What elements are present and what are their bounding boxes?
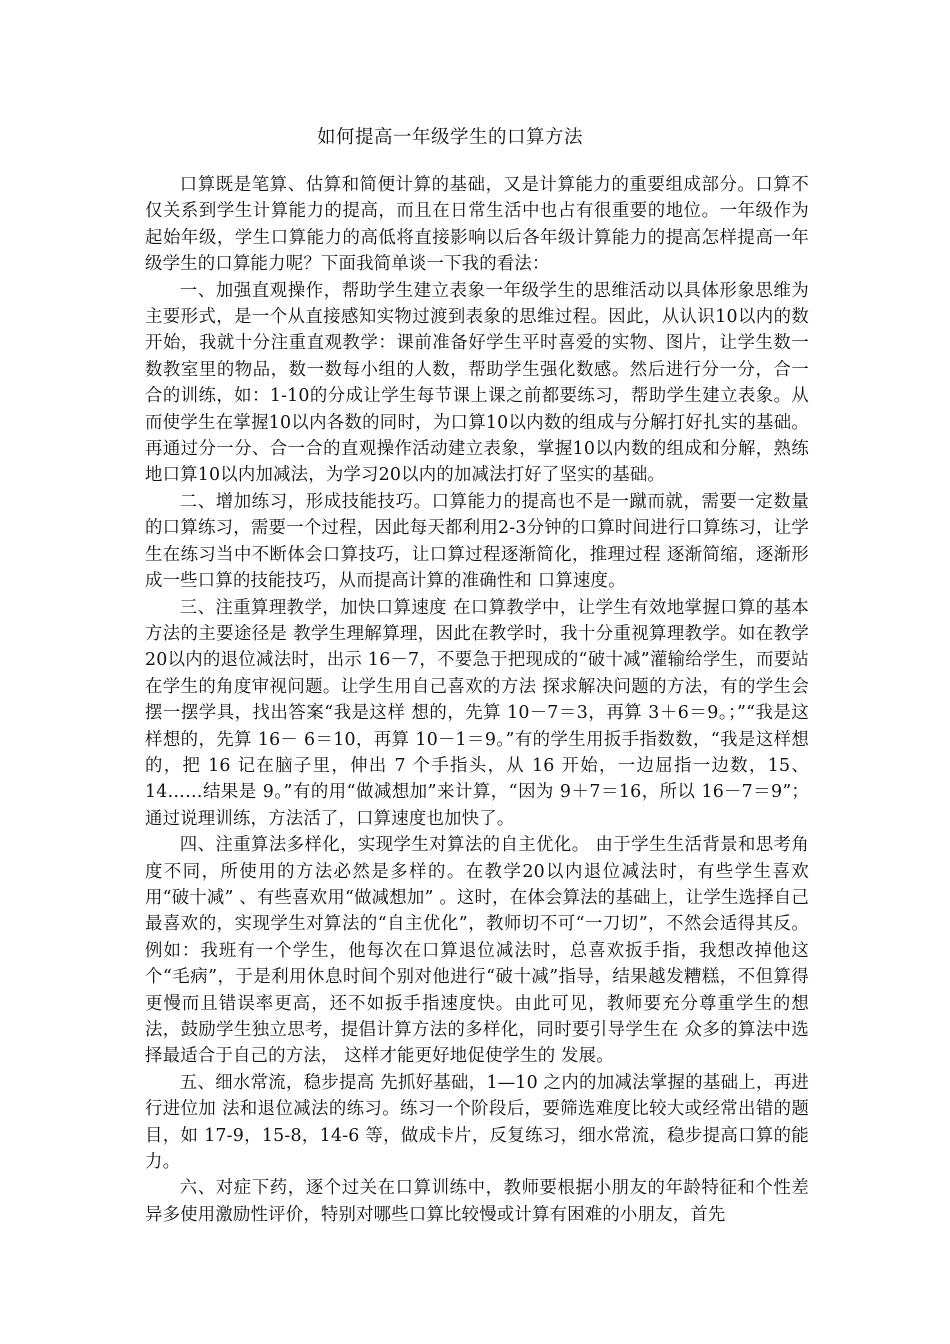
section-4-paragraph: 四、注重算法多样化，实现学生对算法的自主优化。 由于学生生活背景和思考角度不同，所使用的方法必然是多样的。在教学20以内退位减法时，有些学生喜欢用“破十减” 、有些喜欢用“做减想加” 。这时，在体会算法的基础上，让学生选择自己最喜欢的，实现学生对算法的“自主优化”，教师切不可“一刀切”，不然会适得其反。例如：我班有一个学生，他每次在口算退位减法时，总喜欢扳手指，我想改掉他这个“毛病”，于是利用休息时间个别对他进行“破十减”指导，结果越发糟糕，不但算得更慢而且错误率更高，还不如扳手指速度快。由此可见，教师要充分尊重学生的想法，鼓励学生独立思考，提倡计算方法的多样化，同时要引导学生在 众多的算法中选择最适合于自己的方法， 这样才能更好地促使学生的 发展。 bbox=[145, 835, 809, 1067]
document-body bbox=[145, 172, 809, 1228]
document-title: 如何提高一年级学生的口算方法 bbox=[316, 127, 583, 148]
section-6-paragraph: 六、对症下药，逐个过关在口算训练中，教师要根据小朋友的年龄特征和个性差异多使用激励性评价，特别对哪些口算比较慢或计算有困难的小朋友，首先 bbox=[145, 1178, 809, 1225]
section-3-paragraph: 三、注重算理教学，加快口算速度 在口算教学中，让学生有效地掌握口算的基本方法的主要途径是 教学生理解算理，因此在教学时，我十分重视算理教学。如在教学20以内的退位减法时，出示 16－7，不要急于把现成的“破十减”灌输给学生，而要站在学生的角度审视问题。让学生用自己喜欢的方法 探求解决问题的方法，有的学生会摆一摆学具，找出答案“我是这样 想的，先算 10－7＝3，再算 3＋6＝9。；”“我是这样想的，先算 16－ 6＝10，再算 10－1＝9。”有的学生用扳手指数数，“我是这样想的，把 16 记在脑子里，伸出 7 个手指头，从 16 开始，一边屈指一边数，15、14……结果是 9。”有的用“做减想加”来计算，“因为 9＋7＝16，所以 16－7＝9”；通过说理训练，方法活了，口算速度也加快了。 bbox=[145, 597, 809, 829]
section-5-paragraph: 五、细水常流，稳步提高 先抓好基础，1—10 之内的加减法掌握的基础上，再进行进位加 法和退位减法的练习。练习一个阶段后，要筛选难度比较大或经常出错的题目，如 17-9，15-8，14-6 等，做成卡片，反复练习，细水常流，稳步提高口算的能力。 bbox=[145, 1072, 809, 1173]
section-2-paragraph: 二、增加练习，形成技能技巧。口算能力的提高也不是一蹴而就，需要一定数量的口算练习，需要一个过程，因此每天都利用2-3分钟的口算时间进行口算练习，让学生在练习当中不断体会口算技巧，让口算过程逐渐简化，推理过程 逐渐简缩，逐渐形成一些口算的技能技巧，从而提高计算的准确性和 口算速度。 bbox=[145, 491, 809, 592]
intro-paragraph: 口算既是笔算、估算和简便计算的基础，又是计算能力的重要组成部分。口算不仅关系到学生计算能力的提高，而且在日常生活中也占有很重要的地位。一年级作为起始年级，学生口算能力的高低将直接影响以后各年级计算能力的提高怎样提高一年级学生的口算能力呢？下面我简单谈一下我的看法： bbox=[145, 175, 809, 275]
section-1-paragraph: 一、加强直观操作，帮助学生建立表象一年级学生的思维活动以具体形象思维为主要形式，是一个从直接感知实物过渡到表象的思维过程。因此，从认识10以内的数开始，我就十分注重直观教学：课前准备好学生平时喜爱的实物、图片，让学生数一数教室里的物品，数一数每小组的人数，帮助学生强化数感。然后进行分一分，合一合的训练，如：1-10的分成让学生每节课上课之前都要练习，帮助学生建立表象。从而使学生在掌握10以内各数的同时，为口算10以内数的组成与分解打好扎实的基础。再通过分一分、合一合的直观操作活动建立表象，掌握10以内数的组成和分解，熟练地口算10以内加减法，为学习20以内的加减法打好了坚实的基础。 bbox=[145, 280, 809, 486]
